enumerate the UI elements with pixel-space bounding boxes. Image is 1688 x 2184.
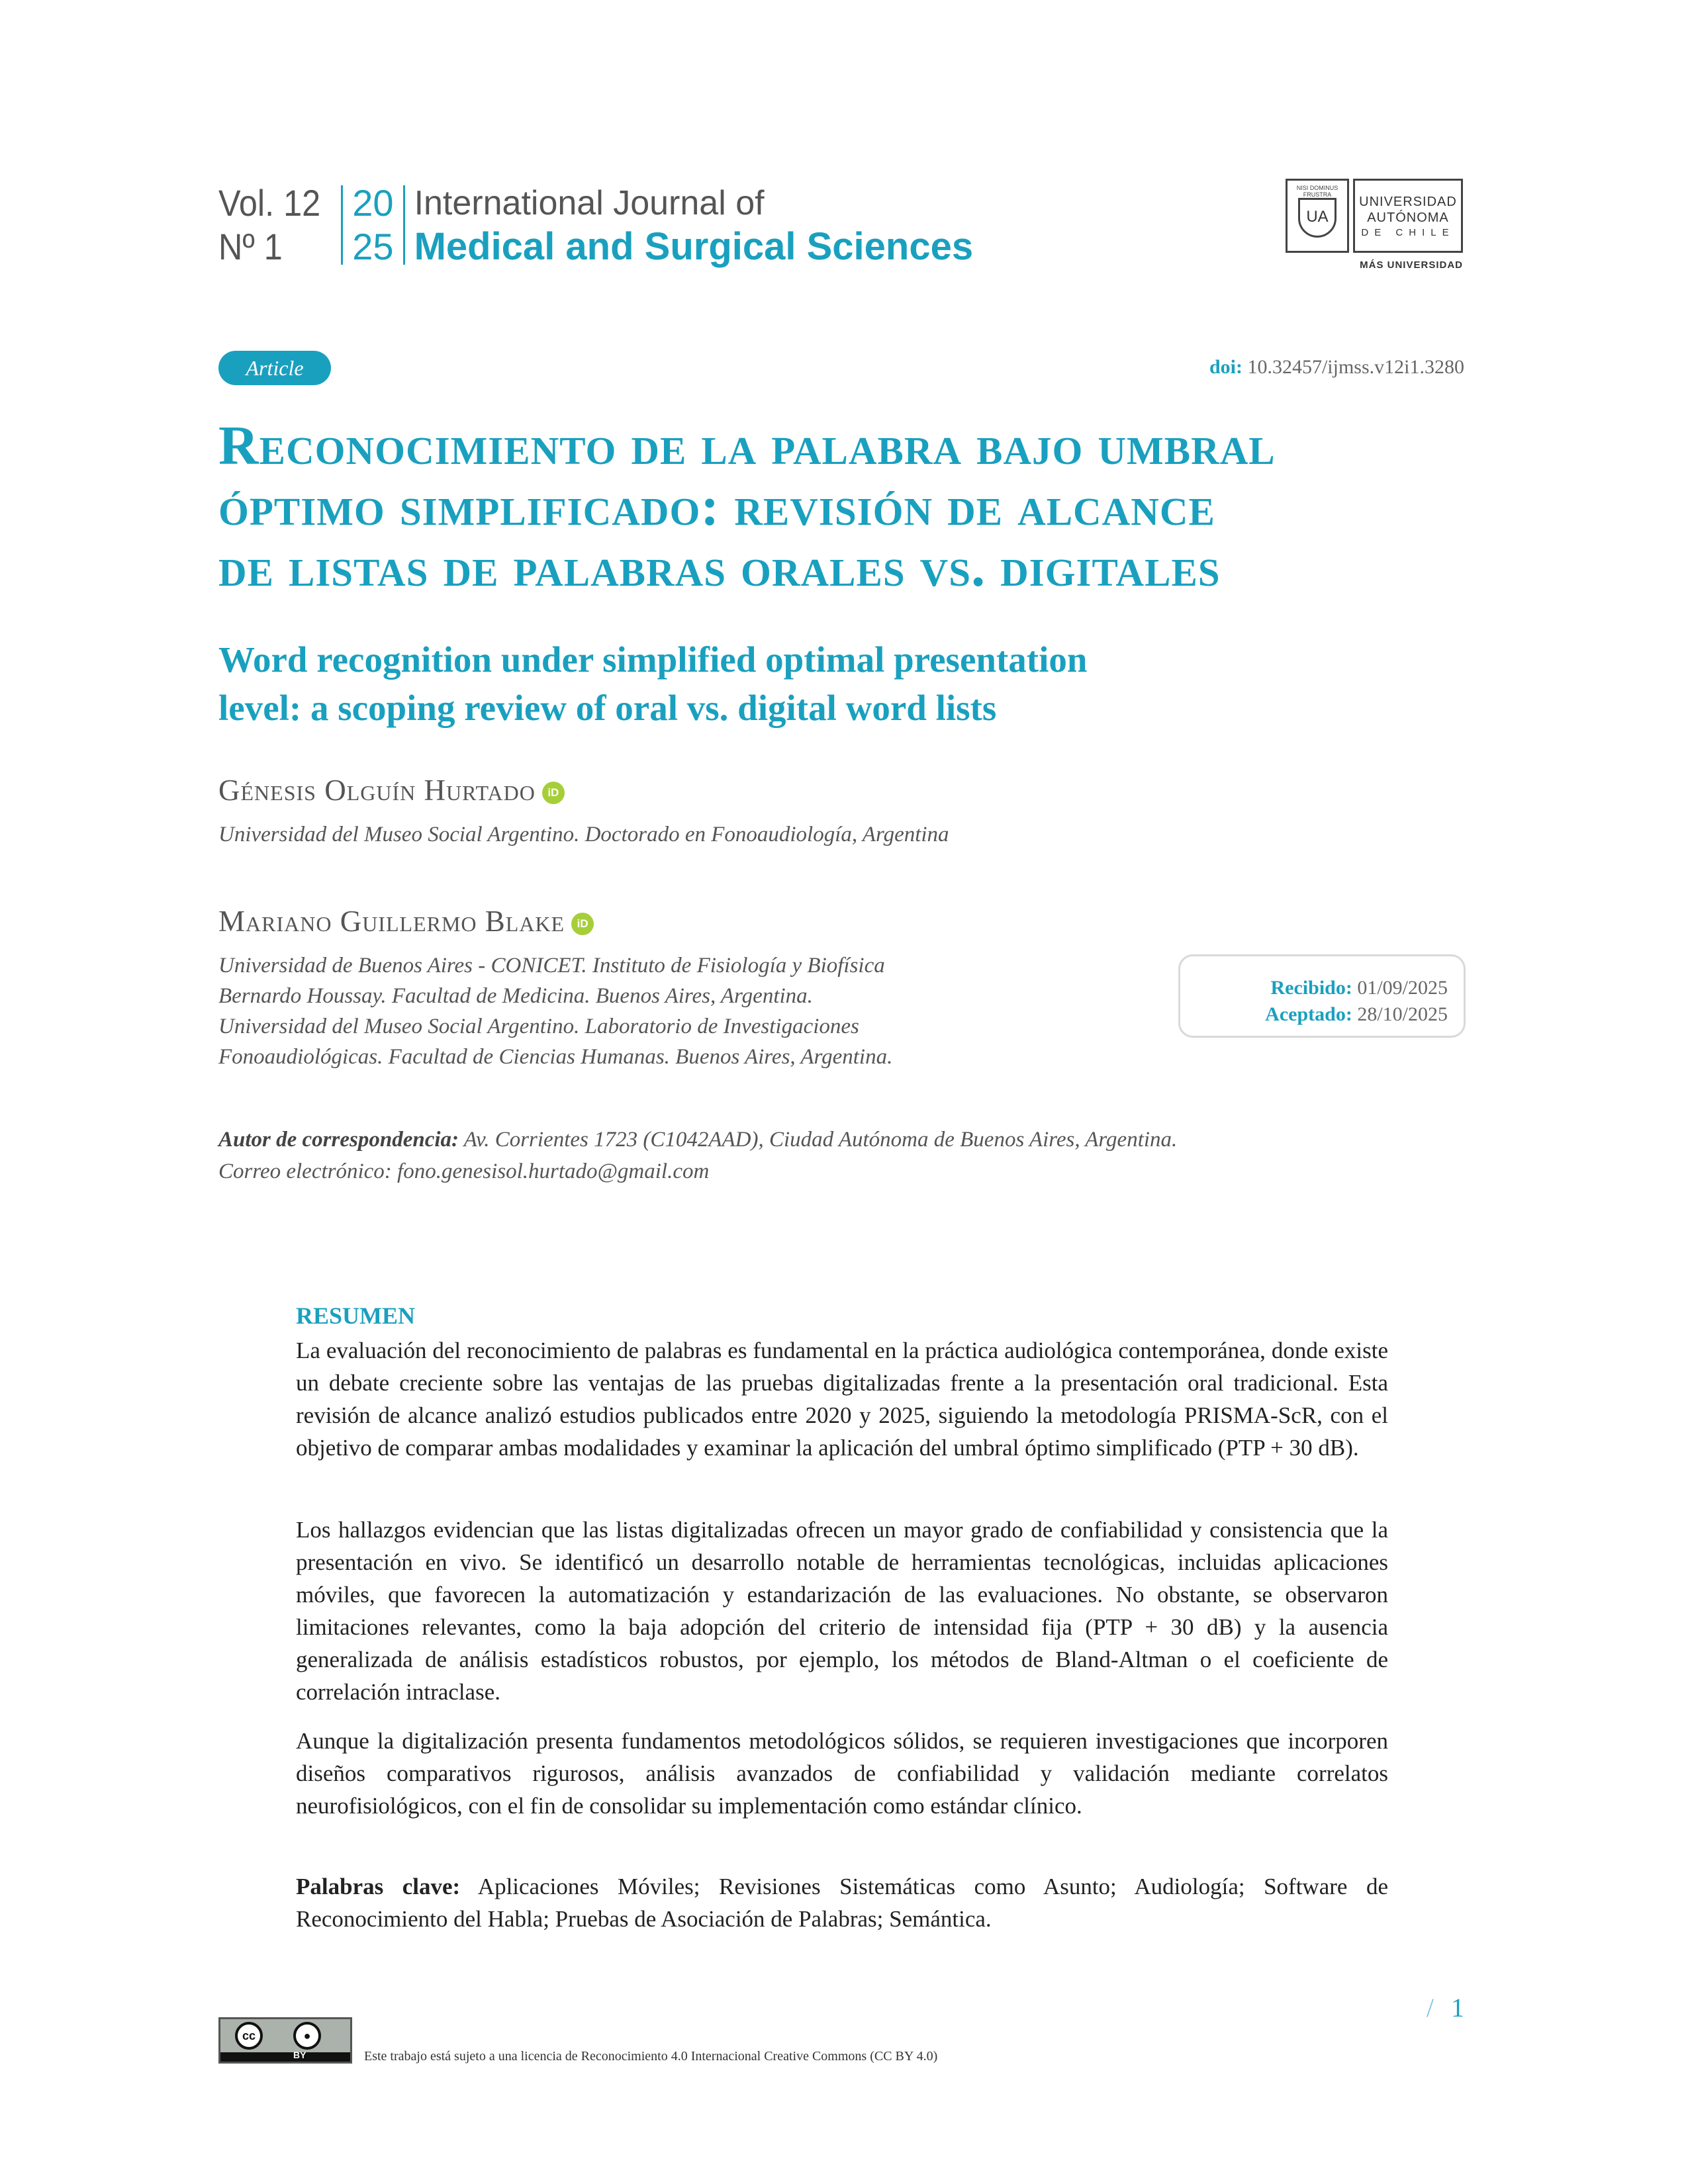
correspondence-address	[218, 1124, 1476, 1156]
journal-name-line1: International Journal of	[414, 184, 765, 222]
university-crest-box	[1286, 179, 1349, 253]
article-type-badge: Article	[218, 351, 331, 385]
title-english	[218, 635, 1476, 732]
shield-icon: UA	[1298, 198, 1336, 238]
affiliation-line: Universidad del Museo Social Argentino. Doctorado en Fonoaudiología, Argentina	[218, 823, 949, 846]
keywords-label: Palabras clave:	[296, 1874, 461, 1899]
received-label: Recibido:	[1270, 977, 1352, 999]
orcid-icon[interactable]: iD	[571, 913, 594, 935]
abstract-paragraph-2: Los hallazgos evidencian que las listas digitalizadas ofrecen un mayor grado de confiabilidad y consistencia que la presentación en vivo. Se identificó un desarrollo notable de herramientas tecnológicas, incluidas aplicaciones móviles, que favorecen la automatización y estandarización de las evaluaciones. No obstante, se observaron limitaciones relevantes, como la baja adopción del criterio de intensidad fija (PTP + 30 dB) y la ausencia generalizada de análisis estadísticos robustos, por ejemplo, los métodos de Bland-Altman o el coeficiente de correlación intraclase.	[296, 1517, 1388, 1705]
masthead-divider	[341, 185, 343, 265]
title-english-line: Word recognition under simplified optimal presentation	[218, 639, 1088, 680]
university-name-line3: DE CHILE	[1361, 227, 1455, 238]
author-name: Mariano Guillermo Blake	[218, 905, 565, 938]
orcid-icon[interactable]: iD	[542, 782, 565, 804]
doi	[1209, 356, 1464, 379]
received-value: 01/09/2025	[1357, 977, 1448, 999]
correspondence-email[interactable]: Correo electrónico: fono.genesisol.hurtado@gmail.com	[218, 1160, 710, 1183]
title-spanish-line: óptimo simplificado: revisión de alcance	[218, 476, 1215, 537]
accepted-label: Aceptado:	[1265, 1003, 1352, 1025]
affiliation-line: Bernardo Houssay. Facultad de Medicina. Buenos Aires, Argentina.	[218, 984, 813, 1008]
university-name-box	[1353, 179, 1463, 253]
masthead-divider	[403, 185, 405, 265]
author-2-affiliation	[218, 950, 1079, 1072]
abstract-heading: RESUMEN	[296, 1302, 416, 1329]
attribution-icon: ●	[293, 2022, 321, 2050]
university-logo	[1286, 179, 1463, 273]
affiliation-line: Universidad del Museo Social Argentino. Laboratorio de Investigaciones	[218, 1015, 859, 1038]
doi-link[interactable]: 10.32457/ijmss.v12i1.3280	[1247, 356, 1464, 378]
affiliation-line: Fonoaudiológicas. Facultad de Ciencias Humanas. Buenos Aires, Argentina.	[218, 1045, 893, 1069]
title-spanish-line: Reconocimiento de la palabra bajo umbral	[218, 415, 1276, 477]
license-text: Este trabajo está sujeto a una licencia de Reconocimiento 4.0 Internacional Creative Commons (CC BY 4.0)	[364, 2049, 938, 2064]
keywords	[296, 1870, 1388, 1935]
volume-block	[218, 179, 332, 271]
keywords-text: Aplicaciones Móviles; Revisiones Sistemáticas como Asunto; Audiología; Software de Reconocimiento del Habla; Pruebas de Asociación de Palabras; Semántica.	[296, 1874, 1388, 1932]
affiliation-line: Universidad de Buenos Aires - CONICET. Instituto de Fisiología y Biofísica	[218, 954, 885, 978]
year-first: 20	[352, 182, 394, 224]
correspondence-address-text: Av. Corrientes 1723 (C1042AAD), Ciudad Autónoma de Buenos Aires, Argentina.	[463, 1128, 1178, 1152]
page-number-value: 1	[1451, 1993, 1464, 2023]
abstract-paragraph-3: Aunque la digitalización presenta fundamentos metodológicos sólidos, se requieren investigaciones que incorporen diseños comparativos rigurosos, análisis avanzados de confiabilidad y validación mediante correlatos neurofisiológicos, con el fin de consolidar su implementación como estándar clínico.	[296, 1728, 1388, 1819]
university-motto: NISI DOMINUS FRUSTRA	[1296, 185, 1338, 198]
cc-icon: cc	[235, 2022, 263, 2050]
author-1-affiliation	[218, 819, 1079, 850]
page-number	[1427, 1992, 1464, 2023]
author-2	[218, 904, 594, 938]
university-name-line2: AUTÓNOMA	[1367, 210, 1449, 225]
doi-label: doi:	[1209, 356, 1243, 378]
volume-label: Vol. 12	[218, 182, 321, 224]
accepted-value: 28/10/2025	[1357, 1003, 1448, 1025]
abstract-paragraph-1: La evaluación del reconocimiento de palabras es fundamental en la práctica audiológica contemporánea, donde existe un debate creciente sobre las ventajas de las pruebas digitalizadas frente a la presentación oral tradicional. Esta revisión de alcance analizó estudios publicados entre 2020 y 2025, siguiendo la metodología PRISMA-ScR, con el objetivo de comparar ambas modalidades y examinar la aplicación del umbral óptimo simplificado (PTP + 30 dB).	[296, 1338, 1388, 1461]
title-spanish-line: de listas de palabras orales vs. digitales	[218, 537, 1221, 598]
received-date	[1180, 975, 1448, 1001]
journal-name-line2: Medical and Surgical Sciences	[414, 225, 974, 268]
correspondence	[218, 1124, 1476, 1187]
university-tagline: MÁS UNIVERSIDAD	[1360, 259, 1463, 271]
title-spanish	[218, 416, 1476, 598]
cc-license-badge[interactable]	[218, 2017, 352, 2064]
author-1	[218, 773, 565, 807]
year-second: 25	[352, 226, 394, 267]
year-block	[352, 179, 393, 271]
title-english-line: level: a scoping review of oral vs. digital word lists	[218, 688, 997, 728]
page-slash: /	[1426, 1993, 1434, 2023]
issue-label: Nº 1	[218, 226, 283, 267]
cc-by-label: BY	[293, 2050, 306, 2060]
journal-masthead	[218, 179, 973, 271]
university-name-line1: UNIVERSIDAD	[1359, 195, 1457, 209]
correspondence-label: Autor de correspondencia:	[218, 1128, 459, 1152]
journal-name-block	[414, 179, 974, 271]
dates-box	[1178, 954, 1466, 1038]
author-name: Génesis Olguín Hurtado	[218, 774, 536, 807]
accepted-date	[1180, 1001, 1448, 1028]
